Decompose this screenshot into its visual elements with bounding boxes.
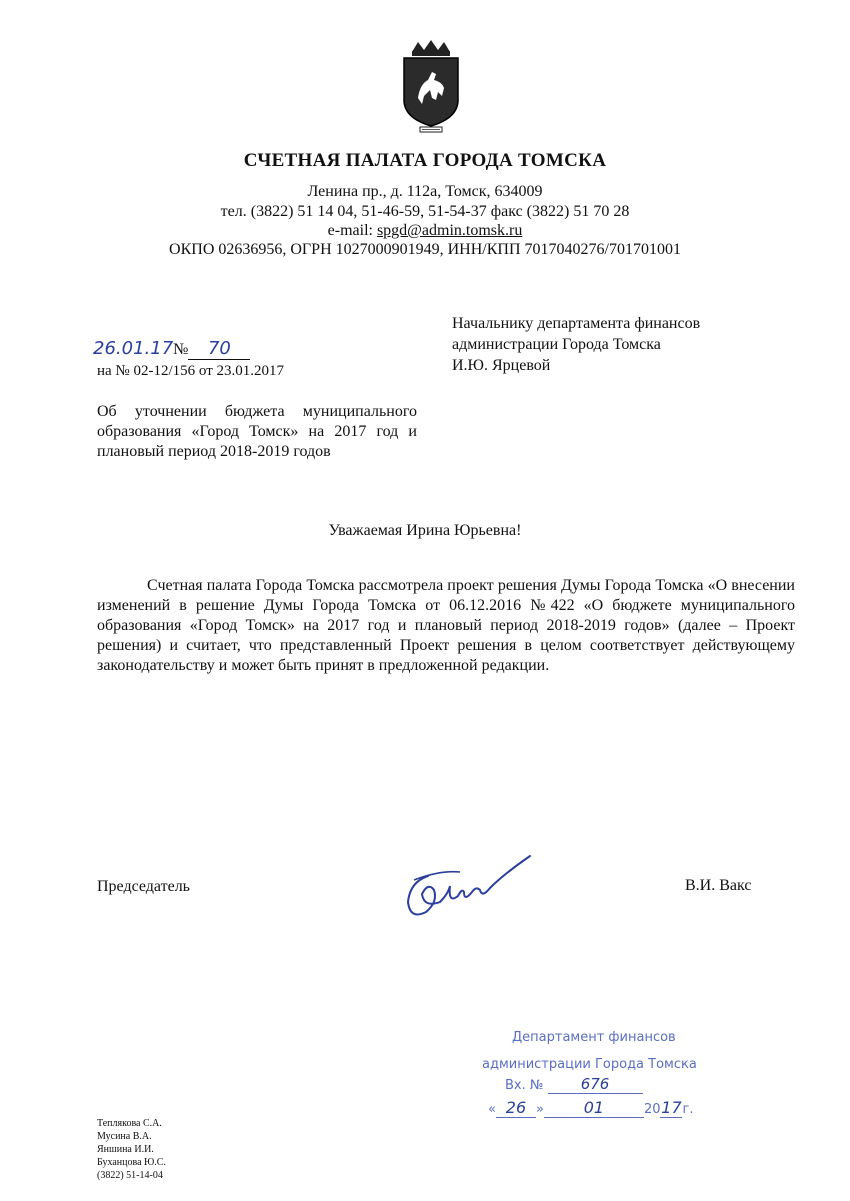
stamp-line: Департамент финансов: [512, 1030, 676, 1045]
outgoing-number: [93, 338, 250, 360]
stamp-line: администрации Города Томска: [482, 1057, 697, 1072]
org-address: Ленина пр., д. 112а, Томск, 634009: [307, 183, 543, 200]
org-title: СЧЕТНАЯ ПАЛАТА ГОРОДА ТОМСКА: [243, 150, 607, 171]
addressee-name: И.Ю. Ярцевой: [452, 357, 551, 374]
stamp-quote: «: [488, 1102, 496, 1117]
stamp-day: 26: [496, 1098, 536, 1118]
incoming-stamp: [470, 1030, 740, 1120]
stamp-in-label: Вх. №: [505, 1078, 544, 1093]
outgoing-number-value: 70: [188, 338, 250, 360]
stamp-year-suffix: г.: [682, 1102, 694, 1117]
number-sign: №: [173, 341, 189, 358]
signer-position: Председатель: [97, 878, 190, 895]
stamp-month: 01: [544, 1098, 644, 1118]
stamp-year: 17: [661, 1098, 682, 1117]
stamp-date: [488, 1098, 693, 1118]
executor-phone: (3822) 51-14-04: [97, 1170, 163, 1181]
email-label: e-mail:: [327, 222, 377, 239]
coat-of-arms-icon: [398, 38, 464, 136]
email-link[interactable]: spgd@admin.tomsk.ru: [376, 222, 523, 239]
reply-reference: на № 02-12/156 от 23.01.2017: [97, 363, 285, 379]
stamp-quote: »: [535, 1102, 544, 1117]
org-codes: ОКПО 02636956, ОГРН 1027000901949, ИНН/КПП 7017040276/701701001: [169, 241, 681, 258]
letter-body: Счетная палата Города Томска рассмотрела проект решения Думы Города Томска «О внесении изменений в решение Думы Города Томска от 06.12.2016 №422 «О бюджете муниципального образования «Город Томск» на 2017 год и плановый период 2018-2019 годов» (далее – Проект решения) и считает, что представленный Проект решения в целом соответствует действующему законодательству и может быть принят в предложенной редакции.: [97, 577, 795, 674]
executor-item: Теплякова С.А.: [97, 1118, 162, 1129]
stamp-year-prefix: 20: [643, 1102, 661, 1117]
stamp-incoming-number: [505, 1075, 643, 1094]
executors-list: [97, 1117, 166, 1182]
org-phones: тел. (3822) 51 14 04, 51-46-59, 51-54-37 факс (3822) 51 70 28: [220, 203, 630, 220]
addressee-block: [452, 313, 700, 376]
addressee-line: администрации Города Томска: [452, 336, 661, 353]
signer-name: В.И. Вакс: [685, 877, 752, 894]
outgoing-date: 26.01.17: [93, 338, 174, 359]
stamp-in-number: 676: [548, 1075, 643, 1094]
org-email-line: [0, 222, 850, 240]
addressee-line: Начальнику департамента финансов: [452, 315, 701, 332]
executor-item: Яншина И.И.: [97, 1144, 154, 1155]
executor-item: Мусина В.А.: [97, 1131, 152, 1142]
greeting: Уважаемая Ирина Юрьевна!: [328, 522, 522, 539]
signature-icon: [400, 846, 540, 926]
executor-item: Буханцова Ю.С.: [97, 1157, 166, 1168]
letter-subject: Об уточнении бюджета муниципального образования «Город Томск» на 2017 год и плановый период 2018-2019 годов: [97, 403, 417, 460]
